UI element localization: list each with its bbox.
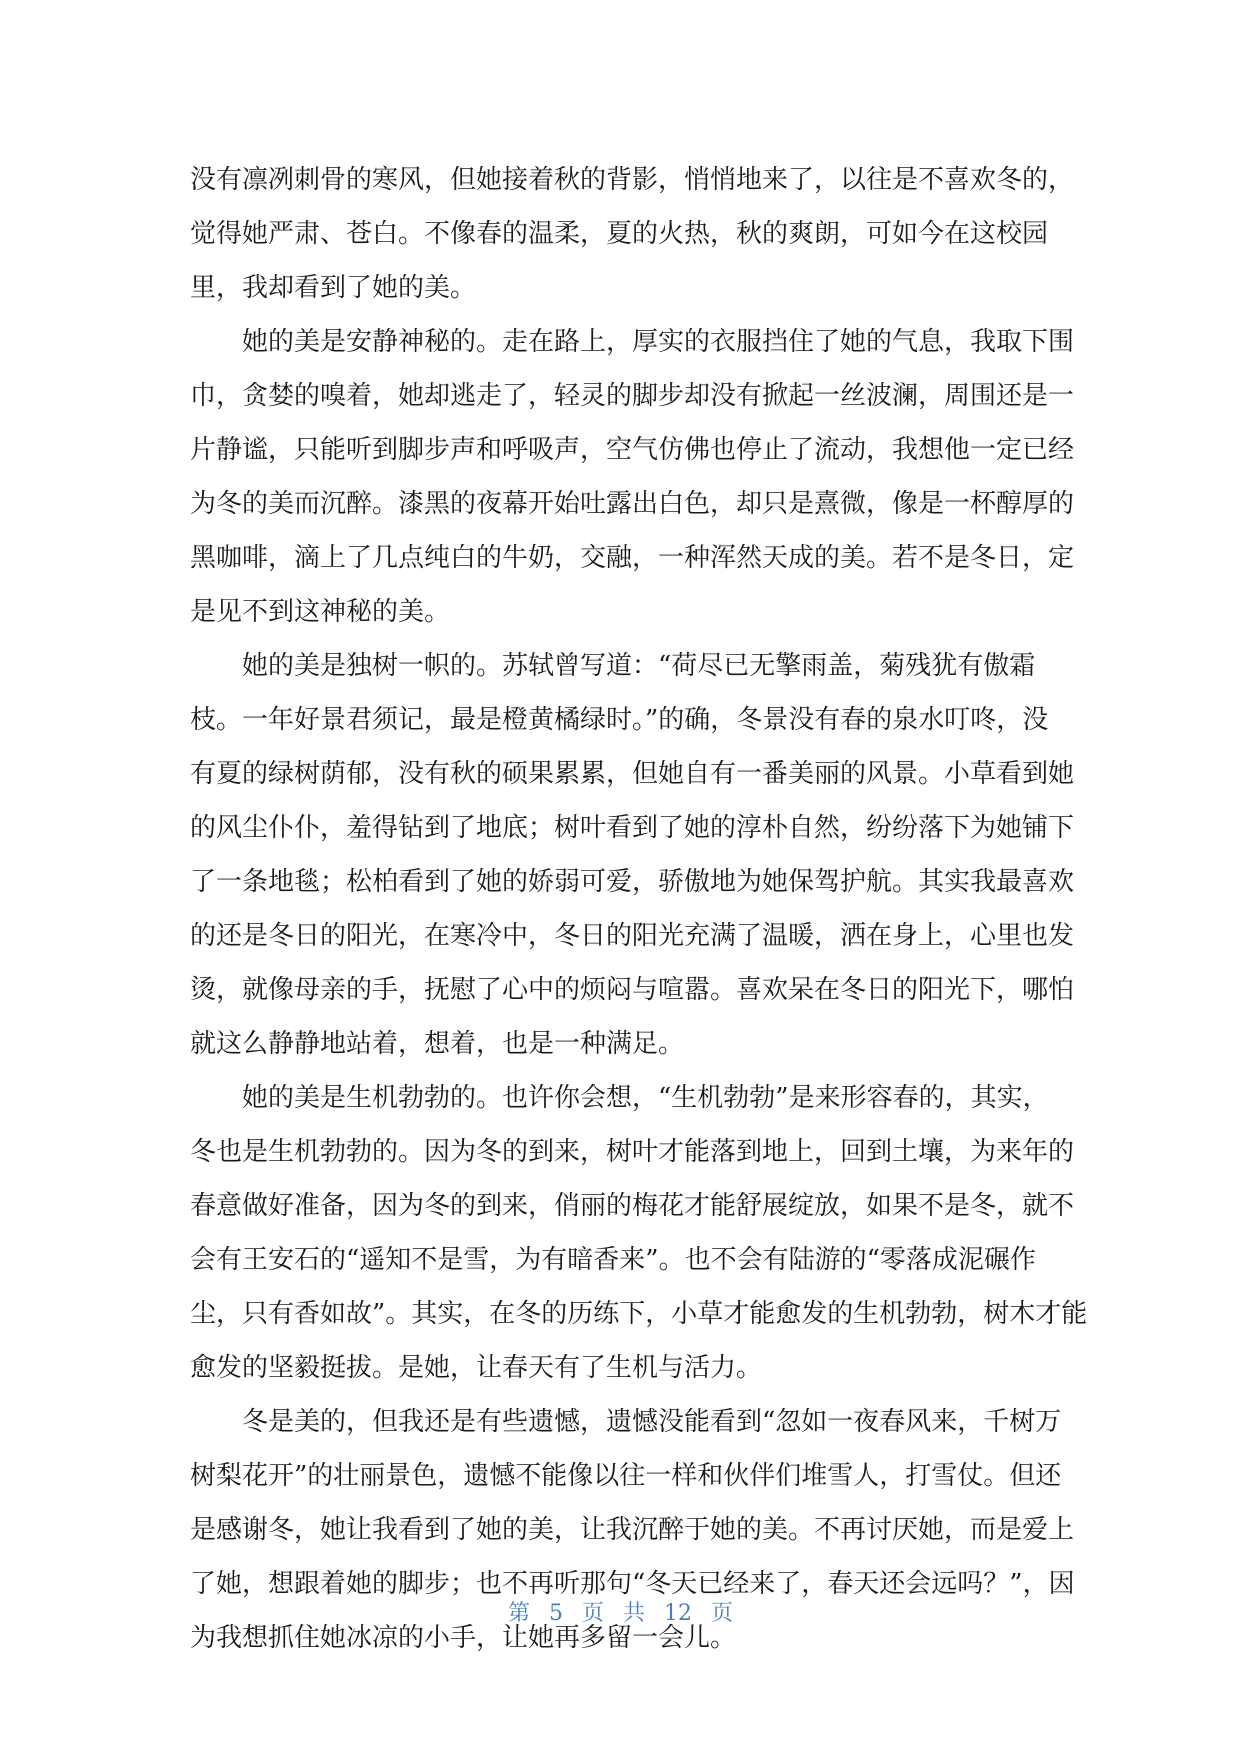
text-line: 为冬的美而沉醉。漆黑的夜幕开始吐露出白色，却只是熹微，像是一杯醇厚的 (190, 489, 1075, 519)
pages-word: 页 (711, 1601, 734, 1626)
total-pages-number: 12 (664, 1601, 693, 1626)
text-line: 没有凛冽刺骨的寒风，但她接着秋的背影，悄悄地来了，以往是不喜欢冬的， (190, 165, 1075, 195)
text-line: 冬也是生机勃勃的。因为冬的到来，树叶才能落到地上，回到土壤，为来年的 (190, 1137, 1075, 1167)
text-line: 愈发的坚毅挺拔。是她，让春天有了生机与活力。 (190, 1353, 763, 1383)
current-page-number: 5 (548, 1601, 563, 1626)
text-line: 了一条地毯；松柏看到了她的娇弱可爱，骄傲地为她保驾护航。其实我最喜欢 (190, 867, 1075, 897)
text-line: 就这么静静地站着，想着，也是一种满足。 (190, 1029, 685, 1059)
text-line: 春意做好准备，因为冬的到来，俏丽的梅花才能舒展绽放，如果不是冬，就不 (190, 1191, 1075, 1221)
text-line: 是见不到这神秘的美。 (190, 597, 451, 627)
text-line: 尘，只有香如故”。其实，在冬的历练下，小草才能愈发的生机勃勃，树木才能 (190, 1299, 1088, 1329)
text-line: 巾，贪婪的嗅着，她却逃走了，轻灵的脚步却没有掀起一丝波澜，周围还是一 (190, 381, 1075, 411)
page-label: 第 (507, 1601, 530, 1626)
text-line: 有夏的绿树荫郁，没有秋的硕果累累，但她自有一番美丽的风景。小草看到她 (190, 759, 1075, 789)
text-line: 黑咖啡，滴上了几点纯白的牛奶，交融，一种浑然天成的美。若不是冬日，定 (190, 543, 1075, 573)
total-label: 共 (623, 1601, 646, 1626)
text-line: 会有王安石的“遥知不是雪，为有暗香来”。也不会有陆游的“零落成泥碾作 (190, 1245, 1036, 1275)
text-line: 的还是冬日的阳光，在寒冷中，冬日的阳光充满了温暖，洒在身上，心里也发 (190, 921, 1075, 951)
text-line: 里，我却看到了她的美。 (190, 273, 477, 303)
text-line: 是感谢冬，她让我看到了她的美，让我沉醉于她的美。不再讨厌她，而是爱上 (190, 1515, 1075, 1545)
text-line: 片静谧，只能听到脚步声和呼吸声，空气仿佛也停止了流动，我想他一定已经 (190, 435, 1075, 465)
text-line: 枝。一年好景君须记，最是橙黄橘绿时。”的确，冬景没有春的泉水叮咚，没 (190, 705, 1049, 735)
text-line: 了她，想跟着她的脚步；也不再听那句“冬天已经来了，春天还会远吗？”，因 (190, 1569, 1075, 1599)
text-line: 觉得她严肃、苍白。不像春的温柔，夏的火热，秋的爽朗，可如今在这校园 (190, 219, 1049, 249)
text-line: 的风尘仆仆，羞得钻到了地底；树叶看到了她的淳朴自然，纷纷落下为她铺下 (190, 813, 1075, 843)
text-line: 为我想抓住她冰凉的小手，让她再多留一会儿。 (190, 1623, 737, 1653)
text-line: 冬是美的，但我还是有些遗憾，遗憾没能看到“忽如一夜春风来，千树万 (190, 1407, 1062, 1437)
page-number-footer (0, 1596, 1241, 1627)
text-line: 她的美是安静神秘的。走在路上，厚实的衣服挡住了她的气息，我取下围 (190, 327, 1075, 357)
page-word: 页 (581, 1601, 604, 1626)
document-body (190, 153, 1088, 1665)
text-line: 她的美是生机勃勃的。也许你会想，“生机勃勃”是来形容春的，其实， (190, 1083, 1049, 1113)
text-line: 她的美是独树一帜的。苏轼曾写道：“荷尽已无擎雨盖，菊残犹有傲霜 (190, 651, 1036, 681)
text-line: 树梨花开”的壮丽景色，遗憾不能像以往一样和伙伴们堆雪人，打雪仗。但还 (190, 1461, 1062, 1491)
text-line: 烫，就像母亲的手，抚慰了心中的烦闷与喧嚣。喜欢呆在冬日的阳光下，哪怕 (190, 975, 1075, 1005)
